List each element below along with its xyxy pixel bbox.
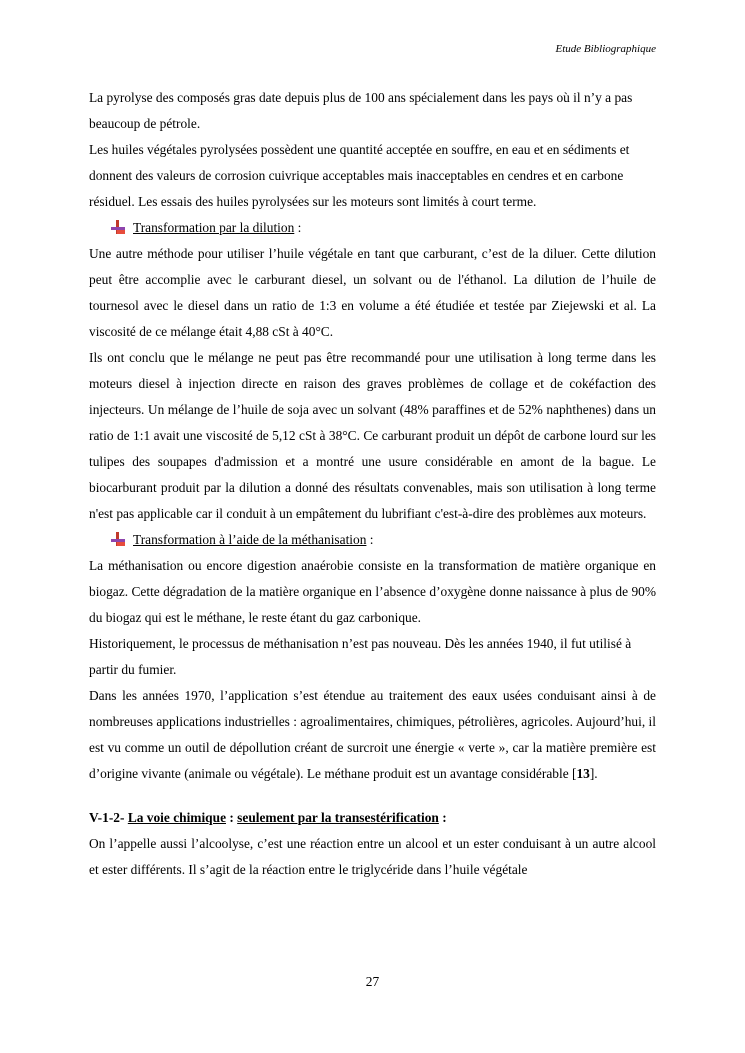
paragraph-pyrolyse-history: La pyrolyse des composés gras date depuis plus de 100 ans spécialement dans les pays où il n’y a pas beaucoup de pétrole. [89,90,633,131]
section-title: La voie chimique [127,810,227,825]
bullet-dilution-label: Transformation par la dilution [133,220,295,235]
section-heading: V-1-2- La voie chimique : seulement par la transestérification : [89,810,447,825]
paragraph-methanisation-applications: Dans les années 1970, l’application s’est étendue au traitement des eaux usées conduisant ainsi à de nombreuses applications industrielles : agroalimentaires, chimiques, pétrolières, agricoles. Aujourd’hui, il est vu comme un outil de dépollution créant de surcroit une énergie « verte », car la matière première est d’origine vivante (animale ou végétale). Le méthane produit est un avantage considérable [13]. [89,688,656,781]
paragraph-methanisation: La méthanisation ou encore digestion anaérobie consiste en la transformation de matière organique en biogaz. Cette dégradation de la matière organique en l’absence d’oxygène donne naissance à plus de 90% du biogaz qui est le méthane, le reste étant du gaz carbonique. [89,558,656,625]
page-body [89,85,656,883]
arrow-bullet-icon [111,220,125,234]
section-number: V-1-2- [89,810,125,825]
paragraph-dilution-conclusion: Ils ont conclu que le mélange ne peut pas être recommandé pour une utilisation à long terme dans les moteurs diesel à injection directe en raison des graves problèmes de collage et de cokéfaction des injecteurs. Un mélange de l’huile de soja avec un solvant (48% paraffines et de 52% naphthenes) dans un ratio de 1:1 avait une viscosité de 5,12 cSt à 38°C. Ce carburant produit un dépôt de carbone lourd sur les tulipes des soupapes d'admission et a montré une usure considérable en amont de la bague. Le biocarburant produit par la dilution a donné des résultats convenables, mais son utilisation à long terme n'est pas applicable car il conduit à un empâtement du lubrifiant c'est-à-dire des problèmes aux moteurs. [89,350,656,521]
paragraph-methanisation-history: Historiquement, le processus de méthanisation n’est pas nouveau. Dès les années 1940, il fut utilisé à partir du fumier. [89,636,632,677]
paragraph-alcoolyse: On l’appelle aussi l’alcoolyse, c’est une réaction entre un alcool et un ester conduisant à un autre alcool et ester différents. Il s’agit de la réaction entre le triglycéride dans l’huile végétale [89,836,656,877]
running-header: Etude Bibliographique [555,43,656,55]
bullet-methanisation: Transformation à l’aide de la méthanisation : [89,527,656,553]
section-subtitle: seulement par la transestérification [237,810,439,825]
citation-reference: 13 [576,766,590,781]
paragraph-dilution: Une autre méthode pour utiliser l’huile végétale en tant que carburant, c’est de la diluer. Cette dilution peut être accomplie avec le carburant diesel, un solvant ou de l'éthanol. La dilution de l’huile de tournesol avec le diesel dans un ratio de 1:3 en volume a été étudiée et testée par Ziejewski et al. La viscosité de ce mélange était 4,88 cSt à 40°C. [89,246,656,339]
arrow-bullet-icon [111,532,125,546]
page-number: 27 [365,974,380,989]
bullet-methanisation-label: Transformation à l’aide de la méthanisation [133,532,367,547]
bullet-dilution: Transformation par la dilution : [89,215,656,241]
paragraph-pyrolysed-oils: Les huiles végétales pyrolysées possèdent une quantité acceptée en souffre, en eau et en sédiments et donnent des valeurs de corrosion cuivrique acceptables mais inacceptables en cendres et en carbone résiduel. Les essais des huiles pyrolysées sur les moteurs sont limités à court terme. [89,142,630,209]
